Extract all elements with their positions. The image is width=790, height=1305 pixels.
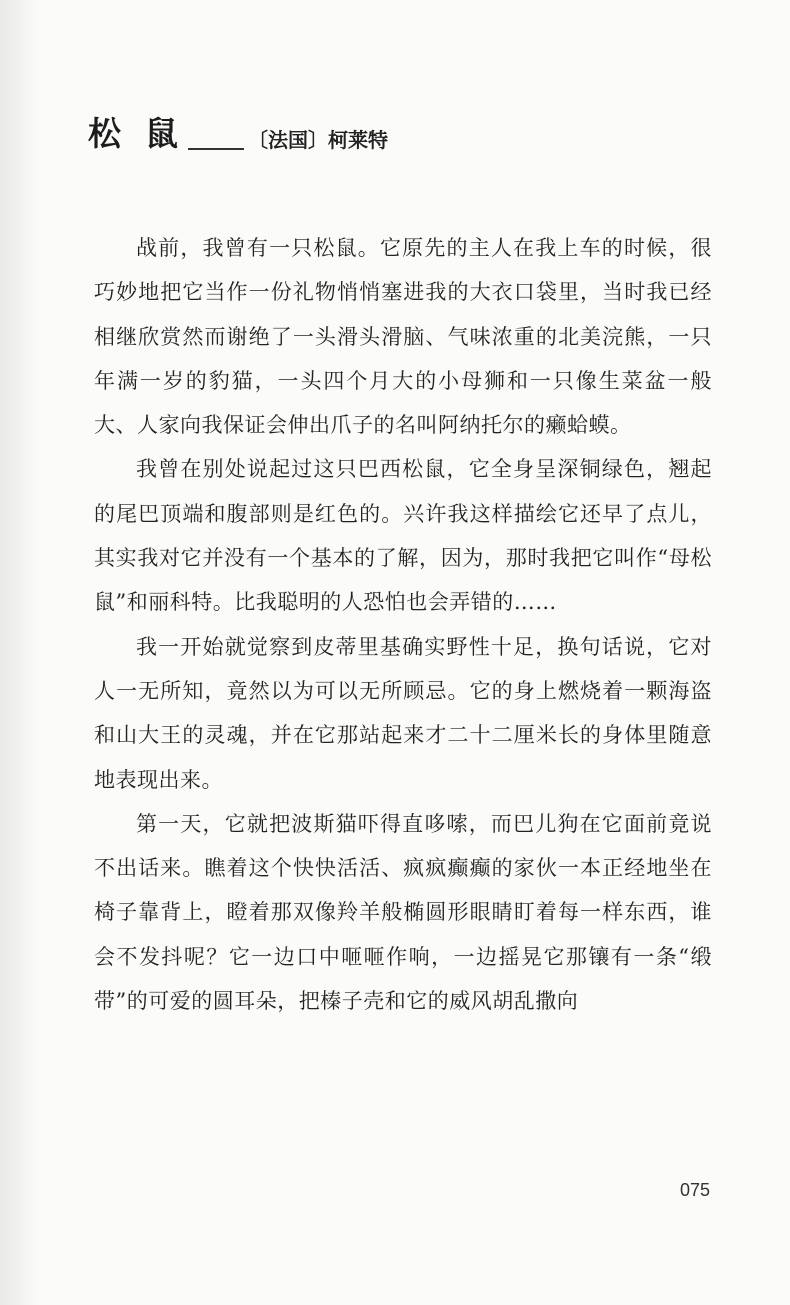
- title-rule: [188, 148, 244, 150]
- article-heading: [88, 112, 388, 156]
- paragraph-3: 我一开始就觉察到皮蒂里基确实野性十足，换句话说，它对人一无所知，竟然以为可以无所顾忌。它的身上燃烧着一颗海盗和山大王的灵魂，并在它那站起来才二十二厘米长的身体里随意地表现出来。: [94, 634, 712, 792]
- page-number: 075: [679, 1180, 710, 1200]
- paragraph-1: 战前，我曾有一只松鼠。它原先的主人在我上车的时候，很巧妙地把它当作一份礼物悄悄塞进我的大衣口袋里，当时我已经相继欣赏然而谢绝了一头滑头滑脑、气味浓重的北美浣熊，一只年满一岁的豹猫，一头四个月大的小母狮和一只像生菜盆一般大、人家向我保证会伸出爪子的名叫阿纳托尔的癞蛤蟆。: [94, 236, 712, 438]
- article-body: [94, 226, 712, 1023]
- page-edge-shadow: [0, 0, 40, 1305]
- author-byline: 〔法国〕柯莱特: [248, 128, 388, 152]
- paragraph-4: 第一天，它就把波斯猫吓得直哆嗦，而巴儿狗在它面前竟说不出话来。瞧着这个快快活活、疯疯癫癫的家伙一本正经地坐在椅子靠背上，瞪着那双像羚羊般椭圆形眼睛盯着每一样东西，谁会不发抖呢？它一边口中咂咂作响，一边摇晃它那镶有一条“缎带”的可爱的圆耳朵，把榛子壳和它的威风胡乱撒向: [94, 811, 712, 1014]
- paragraph-2: 我曾在别处说起过这只巴西松鼠，它全身呈深铜绿色，翘起的尾巴顶端和腹部则是红色的。兴许我这样描绘它还早了点儿，其实我对它并没有一个基本的了解，因为，那时我把它叫作“母松鼠”和丽科特。比我聪明的人恐怕也会弄错的……: [94, 457, 712, 615]
- article-title: 松鼠: [88, 114, 202, 153]
